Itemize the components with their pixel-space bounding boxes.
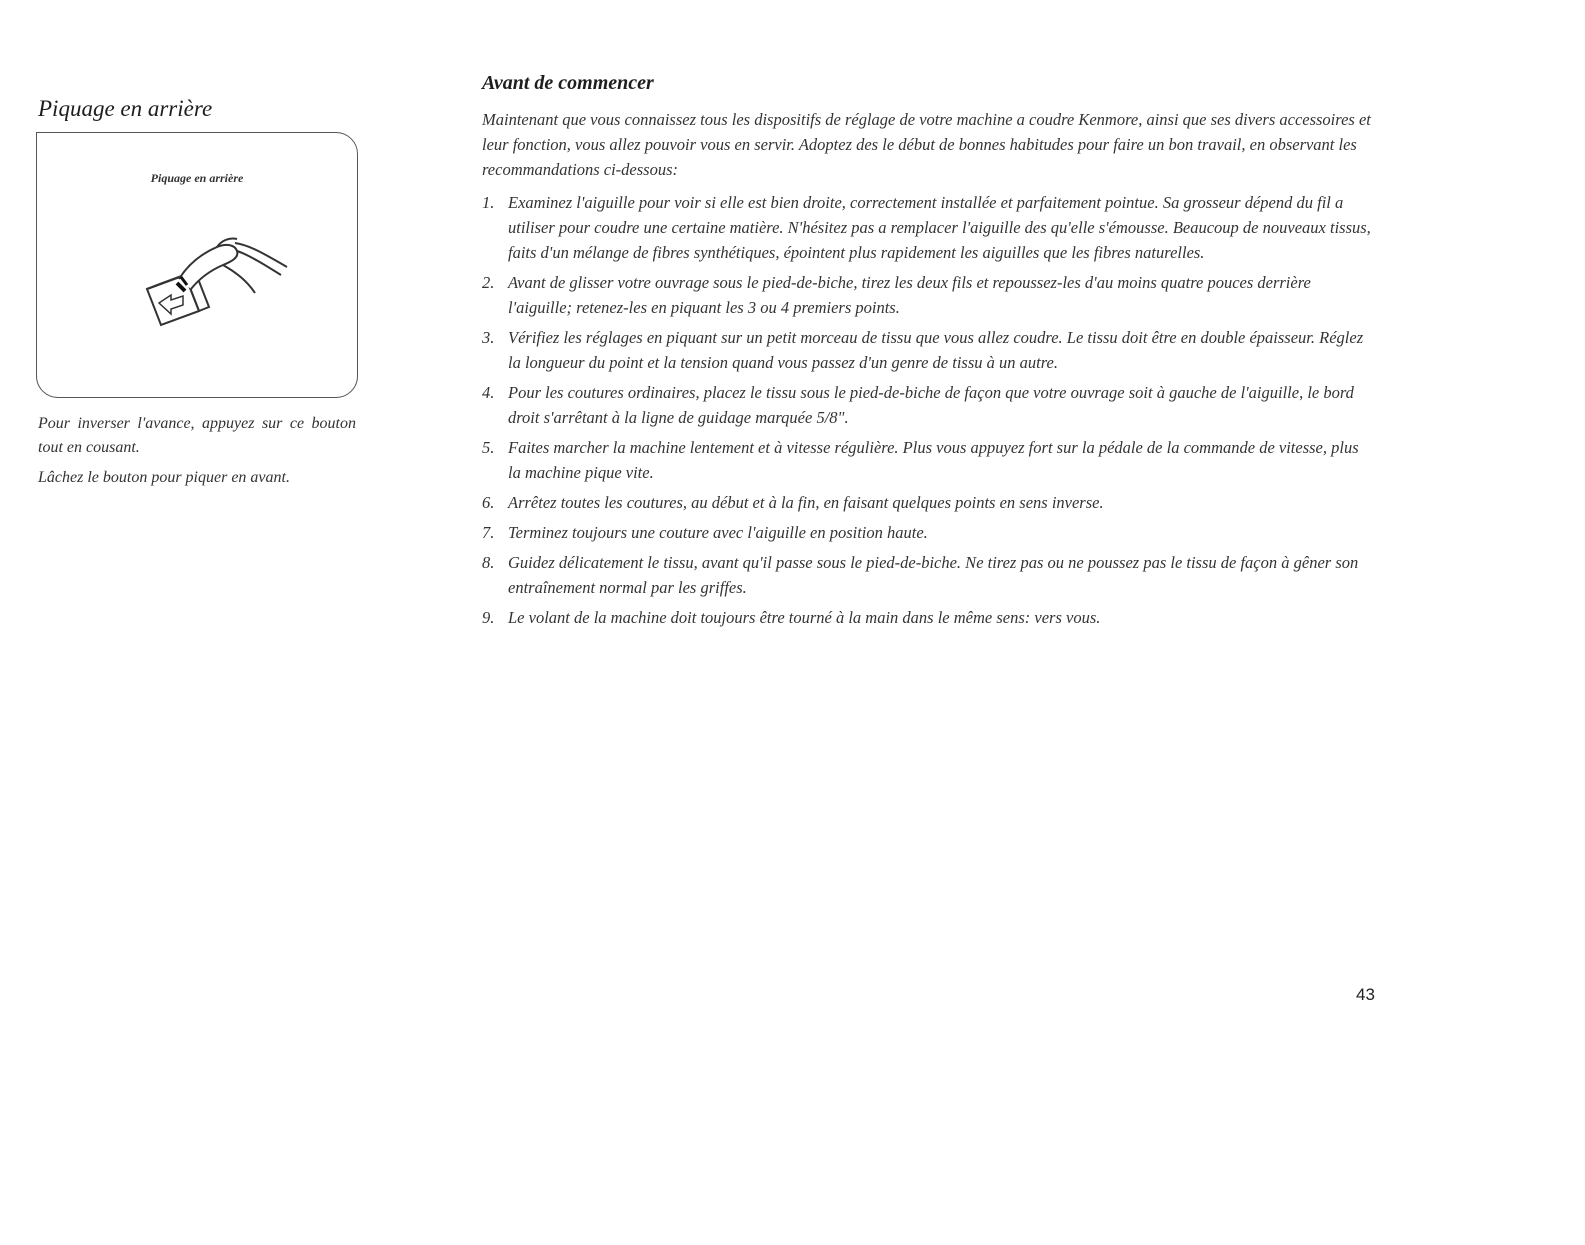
step-number: 3. (482, 328, 495, 347)
step-text: Vérifiez les réglages en piquant sur un petit morceau de tissu que vous allez coudre. Le tissu doit être en double épaisseur. Réglez la longueur du point et la tension quand vous passez d'un genre de tissu à un autre. (508, 328, 1364, 372)
step-text: Avant de glisser votre ouvrage sous le pied-de-biche, tirez les deux fils et repoussez-les d'au moins quatre pouces derrière l'aiguille; retenez-les en piquant les 3 ou 4 premiers points. (508, 273, 1311, 317)
step-number: 2. (482, 273, 495, 292)
step-text: Le volant de la machine doit toujours être tourné à la main dans le même sens: vers vous. (508, 608, 1101, 627)
list-item (482, 520, 1374, 545)
left-section-title: Piquage en arrière (38, 96, 213, 121)
step-text: Terminez toujours une couture avec l'aiguille en position haute. (508, 523, 928, 542)
list-item (482, 190, 1374, 265)
step-number: 1. (482, 193, 495, 212)
intro-paragraph: Maintenant que vous connaissez tous les dispositifs de réglage de votre machine a coudre Kenmore, ainsi que ses divers accessoires et leur fonction, vous allez pouvoir vous en servir. Adoptez des le début de bonnes habitudes pour faire un bon travail, en observant les recommandations ci-dessous: (482, 110, 1371, 179)
step-text: Pour les coutures ordinaires, placez le tissu sous le pied-de-biche de façon que votre ouvrage soit à gauche de l'aiguille, le bord droit s'arrêtant à la ligne de guidage marquée 5/8". (508, 383, 1354, 427)
list-item (482, 490, 1374, 515)
list-item (482, 435, 1374, 485)
step-number: 5. (482, 438, 495, 457)
list-item (482, 270, 1374, 320)
finger-pressing-reverse-button-icon (137, 219, 297, 339)
figure-box (36, 132, 358, 398)
step-number: 8. (482, 553, 495, 572)
reverse-instruction-paragraph: Pour inverser l'avance, appuyez sur ce bouton tout en cousant. (38, 415, 356, 456)
step-number: 6. (482, 493, 495, 512)
list-item (482, 550, 1374, 600)
steps-list (482, 190, 1374, 630)
step-text: Faites marcher la machine lentement et à vitesse régulière. Plus vous appuyez fort sur la pédale de la commande de vitesse, plus la machine pique vite. (508, 438, 1359, 482)
step-number: 7. (482, 523, 495, 542)
forward-instruction-paragraph: Lâchez le bouton pour piquer en avant. (38, 469, 290, 486)
page-number: 43 (1356, 985, 1375, 1004)
step-text: Guidez délicatement le tissu, avant qu'il passe sous le pied-de-biche. Ne tirez pas ou ne poussez pas le tissu de façon à gêner son entraînement normal par les griffes. (508, 553, 1359, 597)
right-section-title: Avant de commencer (482, 72, 654, 94)
list-item (482, 605, 1374, 630)
step-text: Examinez l'aiguille pour voir si elle est bien droite, correctement installée et parfaitement pointue. Sa grosseur dépend du fil a utiliser pour coudre une certaine matière. N'hésitez pas a remplacer l'aiguille des qu'elle s'émousse. Beaucoup de nouveaux tissus, faits d'un mélange de fibres synthétiques, épointent plus rapidement les aiguilles que les fibres naturelles. (508, 193, 1371, 262)
list-item (482, 325, 1374, 375)
step-text: Arrêtez toutes les coutures, au début et à la fin, en faisant quelques points en sens inverse. (508, 493, 1104, 512)
list-item (482, 380, 1374, 430)
figure-caption: Piquage en arrière (150, 171, 244, 185)
step-number: 4. (482, 383, 495, 402)
left-body-text (38, 412, 356, 490)
step-number: 9. (482, 608, 495, 627)
right-column (482, 72, 1374, 635)
